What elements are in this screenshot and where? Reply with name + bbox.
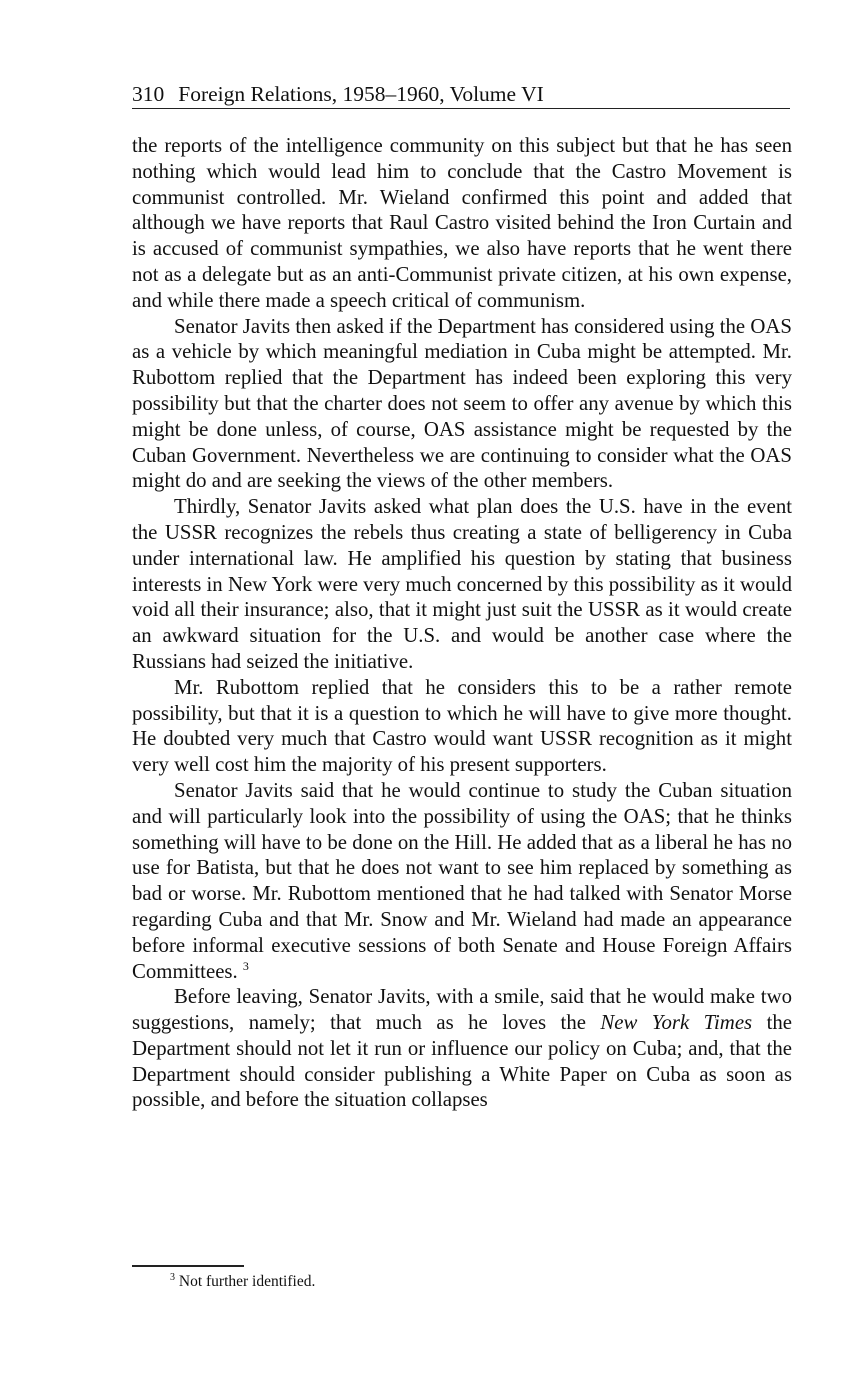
paragraph-3: Thirdly, Senator Javits asked what plan does the U.S. have in the event the USSR recognizes the rebels thus creating a state of belligerency in Cuba under international law. He amplified his question by stating that business interests in New York were very much concerned by this possibility as it would void all their insurance; also, that it might just suit the USSR as it would create an awkward situation for the U.S. and would be another case where the Russians had seized the initiative. — [132, 495, 792, 673]
paragraph-6 — [132, 984, 792, 1113]
running-header — [132, 80, 790, 109]
paragraph-4: Mr. Rubottom replied that he considers this to be a rather remote possibility, but that it is a question to which he will have to give more thought. He doubted very much that Castro would want USSR recognition as it might very well cost him the majority of his present supporters. — [132, 675, 792, 777]
footnote-reference: 3 — [242, 958, 249, 973]
running-title: Foreign Relations, 1958–1960, Volume VI — [178, 82, 544, 106]
footnote — [170, 1271, 315, 1293]
paragraph-5 — [132, 778, 792, 984]
paragraph-6-text-b: the Department should not let it run or influence our policy on Cuba; and, that the Department should consider publishing a White Paper on Cuba as soon as possible, and before the situation collapses — [132, 1011, 792, 1112]
paragraph-1: the reports of the intelligence community on this subject but that he has seen nothing which would lead him to conclude that the Castro Movement is communist controlled. Mr. Wieland confirmed this point and added that although we have reports that Raul Castro visited behind the Iron Curtain and is accused of communist sympathies, we also have reports that he went there not as a delegate but as an anti-Communist private citizen, at his own expense, and while there made a speech critical of communism. — [132, 134, 792, 312]
footnote-number: 3 — [170, 1271, 175, 1283]
paragraph-5-text: Senator Javits said that he would continue to study the Cuban situation and will particularly look into the possibility of using the OAS; that he thinks something will have to be done on the Hill. He added that as a liberal he has no use for Batista, but that he does not want to see him replaced by something as bad or worse. Mr. Rubottom mentioned that he had talked with Senator Morse regarding Cuba and that Mr. Snow and Mr. Wieland had made an appearance before informal executive sessions of both Senate and House Foreign Affairs Committees. — [132, 778, 792, 983]
footnote-divider — [132, 1265, 244, 1267]
newspaper-title: New York Times — [600, 1011, 753, 1035]
body-text — [132, 133, 792, 1113]
paragraph-6-text-a: Before leaving, Senator Javits, with a smile, said that he would make two suggestions, namely; that much as he loves the — [132, 985, 792, 1035]
paragraph-2: Senator Javits then asked if the Department has considered using the OAS as a vehicle by which meaningful mediation in Cuba might be attempted. Mr. Rubottom replied that the Department has indeed been exploring this very possibility but that the charter does not seem to offer any avenue by which this might be done unless, of course, OAS assistance might be requested by the Cuban Government. Nevertheless we are continuing to consider what the OAS might do and are seeking the views of the other members. — [132, 314, 792, 493]
page-number: 310 — [132, 82, 165, 106]
footnote-text: Not further identified. — [178, 1273, 316, 1290]
